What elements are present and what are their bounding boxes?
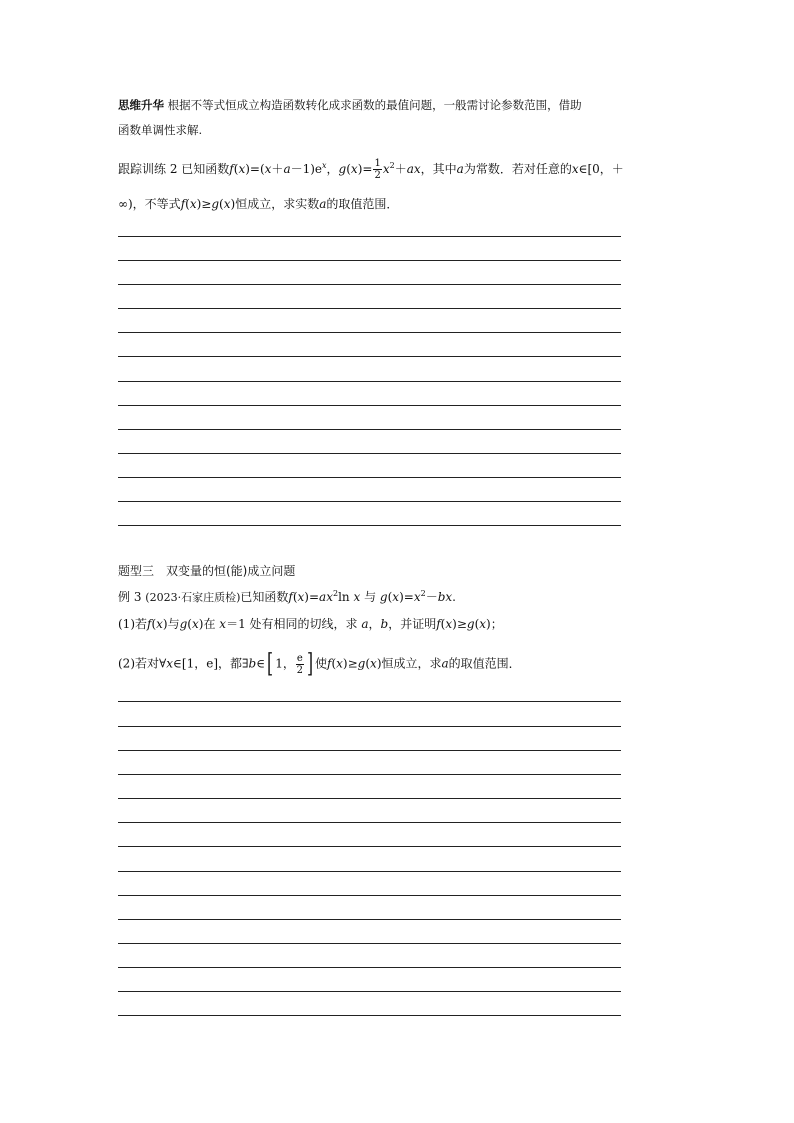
math-x: x — [445, 617, 453, 631]
math-x: x — [238, 162, 246, 176]
text: ，其中 — [420, 162, 457, 176]
text: . — [452, 590, 456, 604]
text: ＝1 处有相同的切线，求 — [226, 617, 358, 631]
text: 的取值范围． — [448, 656, 521, 671]
text: )恒成立，求实数 — [230, 197, 320, 211]
insight-line-1 — [118, 97, 582, 113]
frac-num: 1 — [374, 158, 381, 169]
answer-line[interactable] — [118, 236, 621, 237]
math-g: g — [179, 617, 188, 631]
math-x: x — [336, 656, 343, 671]
insight-text: 根据不等式恒成立构造函数转化成求函数的最值问题，一般需讨论参数范围，借助 — [167, 98, 582, 112]
exercise-label: 跟踪训练 2 — [118, 162, 178, 176]
text: 为常数．若对任意的 — [463, 162, 572, 176]
math-x: x — [571, 162, 579, 176]
answer-line[interactable] — [118, 919, 621, 920]
answer-line[interactable] — [118, 405, 621, 406]
math-sup: x — [322, 161, 327, 170]
answer-line[interactable] — [118, 871, 621, 872]
math-f: f — [229, 162, 234, 176]
answer-line[interactable] — [118, 284, 621, 285]
math-f: f — [327, 656, 332, 671]
math-x: x — [382, 162, 390, 176]
math-sup: 2 — [389, 161, 395, 170]
text: 使 — [314, 656, 327, 671]
text: ∈ — [256, 656, 266, 671]
text: )≥ — [452, 617, 467, 631]
math-f: f — [288, 590, 293, 604]
text: － — [425, 590, 438, 604]
left-bracket: [ — [267, 649, 274, 679]
answer-line[interactable] — [118, 381, 621, 382]
answer-line[interactable] — [118, 774, 621, 775]
answer-line[interactable] — [118, 991, 621, 992]
text: ∞)，不等式 — [118, 197, 181, 211]
text: 1， — [275, 656, 295, 671]
text: )≥ — [342, 656, 358, 671]
example-3-line: 例 3 (2023·石家庄质检)已知函数$f(x)=ax^2\ln$ x 与 $g(x)=x^2-bx$. — [118, 589, 456, 604]
text: (1)若 — [118, 617, 147, 631]
math-x: x — [392, 590, 400, 604]
fraction-half — [373, 158, 381, 181]
math-a: a — [319, 197, 327, 211]
text: ＋ — [271, 162, 284, 176]
math-b: b — [248, 656, 257, 671]
answer-line[interactable] — [118, 477, 621, 478]
text: )= — [399, 590, 414, 604]
answer-line[interactable] — [118, 798, 621, 799]
answer-line[interactable] — [118, 750, 621, 751]
insight-label: 思维升华 — [118, 98, 164, 112]
answer-line[interactable] — [118, 501, 621, 502]
text: )= — [304, 590, 320, 604]
part-2-line: (2)若对∀x∈[1，e]，都∃b∈[ 1， $\frac{e}{2}$ ] 使f(x)≥g(x)恒成立，求a的取值范围． — [118, 649, 521, 679]
text: ， — [326, 162, 339, 176]
math-x: x — [219, 617, 227, 631]
math-g: g — [211, 197, 220, 211]
answer-line[interactable] — [118, 822, 621, 823]
text: )恒成立，求 — [376, 656, 442, 671]
math-x: x — [297, 590, 305, 604]
text: )； — [486, 617, 503, 631]
example-source: (2023·石家庄质检) — [145, 591, 241, 604]
text: ＋ — [394, 162, 407, 176]
text: )= — [357, 162, 373, 176]
answer-line[interactable] — [118, 967, 621, 968]
frac-den: 2 — [296, 664, 304, 676]
answer-line[interactable] — [118, 726, 621, 727]
math-bx: bx — [437, 590, 453, 604]
math-a: a — [441, 656, 449, 671]
example-label: 例 3 — [118, 590, 142, 604]
frac-den: 2 — [374, 170, 381, 181]
text: (2)若对∀ — [118, 656, 167, 671]
math-a: a — [283, 162, 291, 176]
math-x: x — [191, 617, 199, 631]
answer-line[interactable] — [118, 1015, 621, 1016]
text: －1)e — [290, 162, 323, 176]
section-title-text: 题型三 双变量的恒(能)成立问题 — [118, 564, 296, 578]
math-g: g — [338, 162, 347, 176]
text: )与 — [162, 617, 180, 631]
answer-line[interactable] — [118, 943, 621, 944]
math-sup: 2 — [420, 589, 426, 598]
insight-text-2: 函数单调性求解. — [118, 123, 203, 137]
math-a: a — [361, 617, 369, 631]
answer-line[interactable] — [118, 895, 621, 896]
math-x: x — [223, 197, 231, 211]
text: ， — [368, 617, 381, 631]
text: ∈[0，＋ — [578, 162, 624, 176]
text: 已知函数 — [240, 590, 289, 604]
section-title — [118, 563, 295, 579]
math-x: x — [413, 590, 421, 604]
answer-line[interactable] — [118, 846, 621, 847]
answer-line[interactable] — [118, 525, 621, 526]
answer-line[interactable] — [118, 260, 621, 261]
math-x: x — [166, 656, 174, 671]
math-x: x — [264, 162, 272, 176]
answer-line[interactable] — [118, 332, 621, 333]
answer-line[interactable] — [118, 308, 621, 309]
right-bracket: ] — [306, 649, 313, 679]
text: ∈[1，e]，都∃ — [173, 656, 249, 671]
exercise-2-line-2: ∞)，不等式f(x)≥g(x)恒成立，求实数a的取值范围． — [118, 197, 399, 211]
math-ax: ax — [406, 162, 421, 176]
math-x: x — [353, 590, 361, 604]
math-x: x — [370, 656, 377, 671]
insight-line-2 — [118, 122, 202, 138]
text: 的取值范围． — [326, 197, 399, 211]
math-x: x — [189, 197, 197, 211]
text: ln — [338, 590, 354, 604]
text: 已知函数 — [181, 162, 230, 176]
math-x: x — [479, 617, 487, 631]
math-ax: ax — [319, 590, 333, 604]
math-x: x — [156, 617, 163, 631]
text: )在 — [198, 617, 216, 631]
math-x: x — [350, 162, 358, 176]
text: 与 — [364, 590, 377, 604]
answer-line[interactable] — [118, 453, 621, 454]
math-sup: 2 — [332, 589, 339, 598]
answer-line[interactable] — [118, 356, 621, 357]
math-f: f — [180, 197, 186, 211]
frac-num: e — [296, 652, 303, 664]
answer-line[interactable] — [118, 701, 621, 702]
math-g: g — [466, 617, 475, 631]
answer-line[interactable] — [118, 429, 621, 430]
fraction-e-half — [296, 653, 304, 676]
text: )≥ — [196, 197, 212, 211]
math-f: f — [436, 617, 441, 631]
math-g: g — [357, 656, 366, 671]
text: ，并证明 — [388, 617, 437, 631]
math-b: b — [380, 617, 389, 631]
part-1-line: (1)若f(x)与g(x)在 x＝1 处有相同的切线，求 a，b，并证明f(x)≥g(x)； — [118, 617, 503, 631]
math-f: f — [147, 617, 152, 631]
text: )=( — [245, 162, 265, 176]
exercise-2-line-1: 跟踪训练 2 已知函数$f(x)=(x+a-1)e^x$，g(x)= $\frac{1}{2}$ $x^2+ax$，其中a为常数．若对任意的x∈[0，＋ — [118, 158, 624, 181]
math-a: a — [456, 162, 464, 176]
math-g: g — [379, 590, 388, 604]
